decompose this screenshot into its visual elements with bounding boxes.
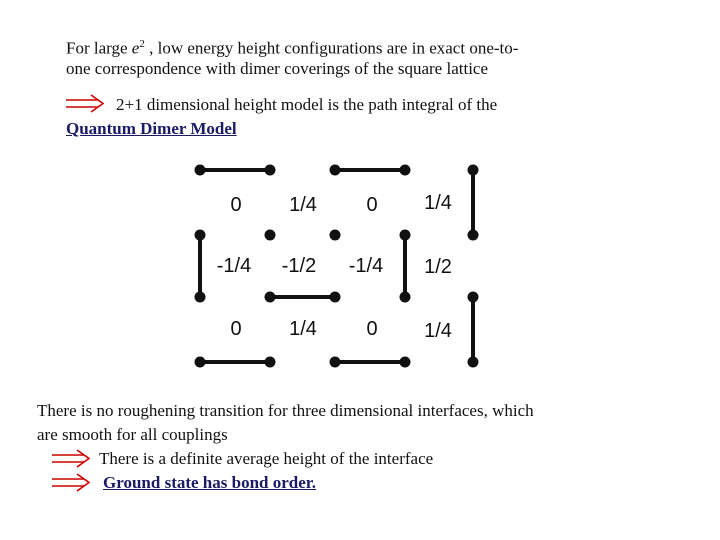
lattice-site (400, 292, 411, 303)
conclusion-line-2: are smooth for all couplings (37, 425, 228, 444)
implication-3-text: Ground state has bond order. (103, 473, 317, 492)
lattice-site (195, 292, 206, 303)
quantum-dimer-model-link[interactable]: Quantum Dimer Model (66, 119, 237, 138)
lattice-site (330, 230, 341, 241)
lattice-site (195, 165, 206, 176)
lattice-site (400, 357, 411, 368)
lattice-site (468, 357, 479, 368)
intro-line-1-post: , low energy height configurations are in exact one-to- (144, 38, 519, 58)
implication-2-text: There is a definite average height of the interface (99, 449, 434, 468)
e-exponent: 2 (139, 38, 145, 50)
lattice-site (468, 165, 479, 176)
height-label: -1/4 (216, 255, 252, 277)
height-label: 1/4 (289, 194, 317, 216)
lattice-site (468, 292, 479, 303)
conclusion-line-1: There is no roughening transition for three dimensional interfaces, which (37, 401, 534, 420)
height-label: 0 (366, 318, 378, 340)
lattice-site (330, 292, 341, 303)
implies-arrow-icon (52, 473, 92, 493)
lattice-site (468, 230, 479, 241)
lattice-site (265, 230, 276, 241)
lattice-site (195, 357, 206, 368)
intro-line-1-pre: For large (66, 38, 132, 58)
implies-arrow-icon (66, 94, 106, 114)
lattice-site (195, 230, 206, 241)
height-label: 1/4 (424, 192, 452, 214)
lattice-site (265, 292, 276, 303)
intro-line-1 (66, 33, 518, 60)
lattice-site (330, 165, 341, 176)
height-label: -1/2 (281, 255, 317, 277)
height-label: 0 (230, 194, 242, 216)
e-symbol: e (131, 38, 140, 58)
lattice-site (265, 357, 276, 368)
implies-arrow-icon (52, 449, 92, 469)
height-label: 1/4 (424, 320, 452, 342)
height-label: -1/4 (348, 255, 384, 277)
lattice-site (400, 230, 411, 241)
lattice-site (265, 165, 276, 176)
lattice-site (330, 357, 341, 368)
intro-line-2: one correspondence with dimer coverings of the square lattice (66, 59, 489, 78)
height-label: 1/2 (424, 256, 452, 278)
height-label: 0 (230, 318, 242, 340)
dimer-lattice-diagram (180, 155, 480, 370)
lattice-site (400, 165, 411, 176)
height-label: 0 (366, 194, 378, 216)
height-label: 1/4 (289, 318, 317, 340)
implication-1-text: 2+1 dimensional height model is the path integral of the (116, 95, 498, 114)
height-labels (217, 192, 452, 342)
